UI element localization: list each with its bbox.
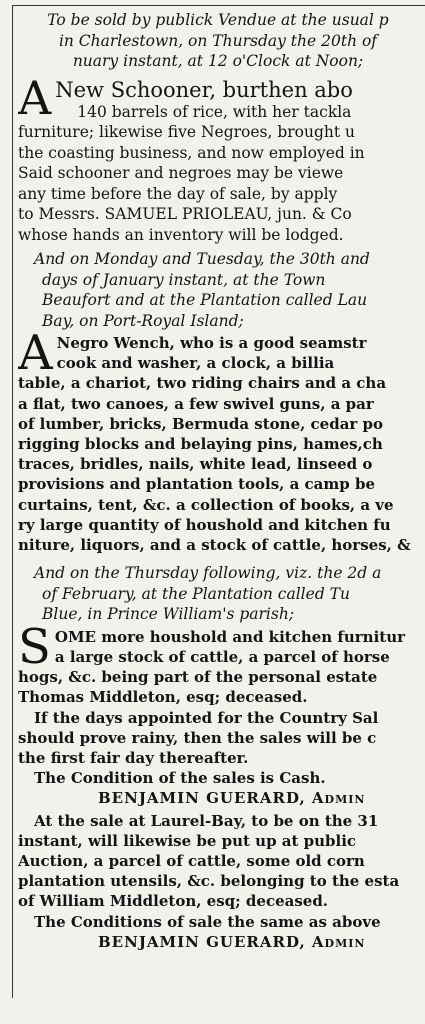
body-line: Thomas Middleton, esq; deceased. <box>18 688 308 707</box>
sale-heading-line: in Charlestown, on Thursday the 20th of <box>58 31 378 50</box>
body-line: whose hands an inventory will be lodged. <box>18 225 344 244</box>
drop-cap: S <box>18 618 51 675</box>
top-rule <box>12 5 425 6</box>
body-line: traces, bridles, nails, white lead, linseed o <box>18 455 373 474</box>
sale-heading-line: Beaufort and at the Plantation called Lau <box>42 291 368 309</box>
ad-tulifinny <box>18 563 418 808</box>
headline: New Schooner, burthen abo <box>55 77 353 102</box>
body-line: 140 barrels of rice, with her tackla <box>77 102 352 121</box>
newspaper-column <box>18 10 418 952</box>
signature: BENJAMIN GUERARD, Admin <box>98 932 366 951</box>
body-line: provisions and plantation tools, a camp be <box>18 475 376 494</box>
body-line: instant, will likewise be put up at public <box>18 831 357 850</box>
ad-body <box>18 618 418 809</box>
body-line: any time before the day of sale, by apply <box>18 184 338 203</box>
sale-heading-line: To be sold by publick Vendue at the usual p <box>47 11 389 29</box>
body-line: the first fair day thereafter. <box>18 748 249 767</box>
body-line: table, a chariot, two riding chairs and a cha <box>18 374 387 393</box>
sale-heading-line: nuary instant, at 12 o'Clock at Noon; <box>72 52 364 70</box>
body-line: should prove rainy, then the sales will be c <box>18 728 377 747</box>
body-line: rigging blocks and belaying pins, hames,ch <box>18 435 383 454</box>
body-line: cook and washer, a clock, a billia <box>56 354 335 373</box>
sale-heading-line: And on the Thursday following, viz. the 2d a <box>34 564 382 583</box>
body-line: If the days appointed for the Country Sal <box>34 708 379 727</box>
body-line: Said schooner and negroes may be viewe <box>18 164 344 182</box>
body-line: hogs, &c. being part of the personal estate <box>18 668 378 687</box>
sale-heading-line: Bay, on Port-Royal Island; <box>42 311 244 330</box>
conditions-line: The Conditions of sale the same as above <box>34 912 381 931</box>
sale-heading-line: days of January instant, at the Town <box>42 270 326 289</box>
body-line: a large stock of cattle, a parcel of horse <box>54 647 390 666</box>
body-line: ry large quantity of houshold and kitchen fu <box>18 515 391 534</box>
ad-schooner <box>18 10 418 245</box>
body-line: furniture; likewise five Negroes, brought u <box>18 123 356 141</box>
body-line: the coasting business, and now employed in <box>18 143 365 162</box>
drop-cap: A <box>18 70 52 125</box>
body-line: Auction, a parcel of cattle, some old corn <box>18 851 365 870</box>
body-line: Negro Wench, who is a good seamstr <box>56 334 367 352</box>
signature: BENJAMIN GUERARD, Admin <box>98 789 366 808</box>
body-line: a flat, two canoes, a few swivel guns, a par <box>18 394 374 413</box>
body-line: plantation utensils, &c. belonging to the esta <box>18 872 400 891</box>
body-line: At the sale at Laurel-Bay, to be on the 31 <box>34 811 379 830</box>
sale-heading-line: Blue, in Prince William's parish; <box>42 605 295 624</box>
sale-heading-line: And on Monday and Tuesday, the 30th and <box>34 250 370 268</box>
body-line: niture, liquors, and a stock of cattle, horses, & <box>18 536 411 555</box>
sale-heading-line: of February, at the Plantation called Tu <box>42 584 350 603</box>
column-rule <box>12 5 13 998</box>
ad-body <box>18 70 418 246</box>
body-line: of lumber, bricks, Bermuda stone, cedar po <box>18 414 384 433</box>
ad-laurel-bay <box>18 811 418 952</box>
body-line: curtains, tent, &c. a collection of books, a ve <box>18 495 394 514</box>
body-line: OME more houshold and kitchen furnitur <box>54 627 406 646</box>
body-line: of William Middleton, esq; deceased. <box>18 892 329 911</box>
ad-beaufort <box>18 249 418 555</box>
conditions-line: The Condition of the sales is Cash. <box>34 769 326 788</box>
drop-cap: A <box>18 325 53 381</box>
ad-body <box>18 325 418 555</box>
body-line: to Messrs. SAMUEL PRIOLEAU, jun. & Co <box>18 205 352 223</box>
